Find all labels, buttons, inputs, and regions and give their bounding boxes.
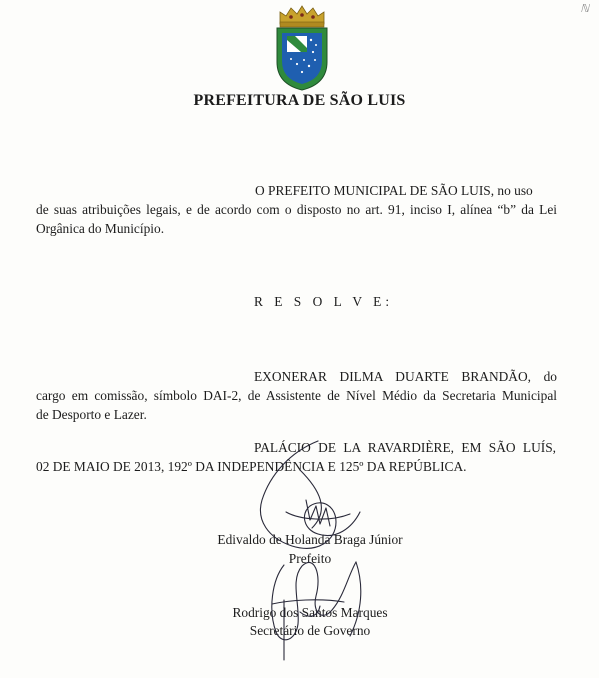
decision-line-2: cargo em comissão, símbolo DAI-2, de Assistente de Nível Médio da Secretaria Municipal	[36, 388, 557, 403]
coat-of-arms-icon	[271, 4, 333, 92]
date-line: 02 DE MAIO DE 2013, 192º DA INDEPENDÊNCIA E 125º DA REPÚBLICA.	[36, 459, 467, 474]
corner-mark: ℕ	[580, 3, 589, 15]
preamble-line-2: de suas atribuições legais, e de acordo com o disposto no art. 91, inciso I, alínea “b” da Lei	[36, 202, 557, 217]
mayor-name: Edivaldo de Holanda Braga Júnior	[217, 532, 403, 547]
place-line: PALÁCIO DE LA RAVARDIÈRE, EM SÃO LUÍS,	[254, 440, 556, 455]
preamble-line-1: O PREFEITO MUNICIPAL DE SÃO LUIS, no uso	[255, 183, 533, 198]
decision-line-1: EXONERAR DILMA DUARTE BRANDÃO, do	[254, 369, 557, 384]
secretary-name: Rodrigo dos Santos Marques	[232, 605, 388, 620]
resolve-heading: R E S O L V E:	[254, 294, 394, 309]
secretary-role: Secretário de Governo	[249, 623, 371, 638]
preamble-line-3: Orgânica do Município.	[36, 221, 165, 236]
mayor-role: Prefeito	[288, 551, 332, 566]
decision-line-3: de Desporto e Lazer.	[36, 407, 147, 422]
page-title: PREFEITURA DE SÃO LUIS	[193, 92, 406, 109]
